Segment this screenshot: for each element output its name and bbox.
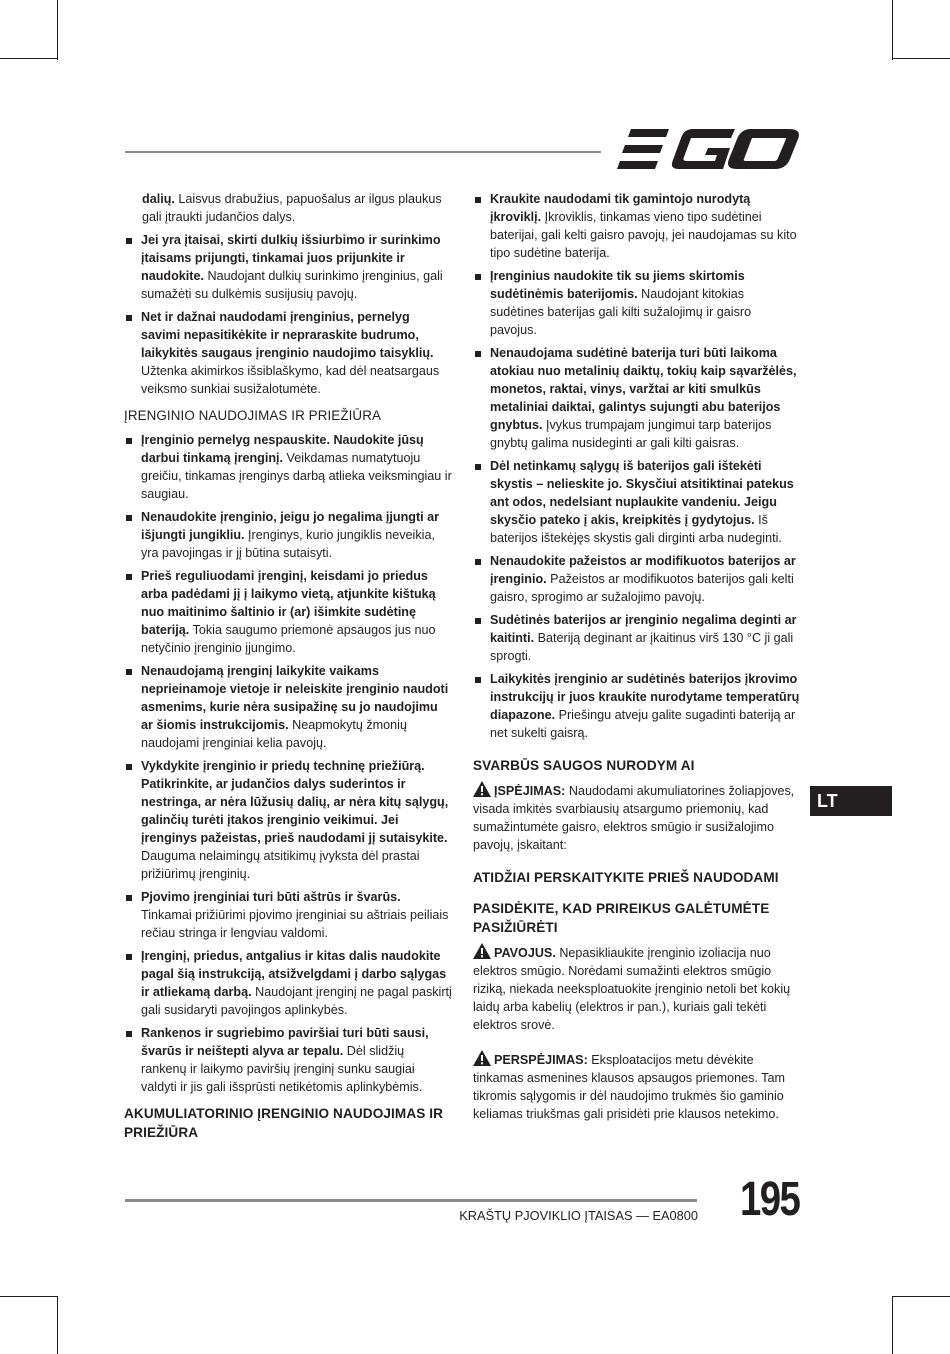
crop-mark [892, 1296, 893, 1354]
section-heading: ATIDŽIAI PERSKAITYKITE PRIEŠ NAUDODAMI [473, 870, 779, 885]
section-heading: PASIDĖKITE, KAD PRIREIKUS GALĖTUMĖTE PASIŽIŪRĖTI [473, 901, 770, 935]
warning-triangle-icon [473, 1050, 491, 1066]
intro-paragraph: dalių. Laisvus drabužius, papuošalus ar ilgus plaukus gali įtraukti judančios dalys. [142, 192, 442, 224]
right-column [473, 190, 801, 1128]
list-item: Įrenginio pernelyg nespauskite. Naudokite jūsų darbui tinkamą įrenginį. Veikdamas numatytuoju greičiu, tinkamas įrenginys darbą atlieka veiksmingiau ir saugiau. [124, 431, 452, 503]
warning-triangle-icon [473, 943, 491, 959]
list-item: Įrenginį, priedus, antgalius ir kitas dalis naudokite pagal šią instrukciją, atsižvelgdami į darbo sąlygas ir atliekamą darbą. Naudojant įrenginį ne pagal paskirtį gali susidaryti pavojingos aplinkybės. [124, 947, 452, 1019]
list-item: Rankenos ir sugriebimo paviršiai turi būti sausi, švarūs ir neištepti alyva ar tepalu. Dėl slidžių rankenų ir laikymo paviršių įrenginį sunku saugiai valdyti ir jis gali išsprūsti netikėtomis aplinkybėmis. [124, 1024, 452, 1096]
crop-mark [892, 1296, 950, 1297]
footer-title: KRAŠTŲ PJOVIKLIO ĮTAISAS — EA0800 [459, 1208, 698, 1223]
crop-mark [57, 0, 58, 60]
footer-rule [125, 1199, 697, 1202]
crop-mark [892, 0, 893, 60]
warning-paragraph: ĮSPĖJIMAS: Naudodami akumuliatorines žoliapjoves, visada imkitės svarbiausių atsargumo priemonių, kad sumažintumėte gaisro, elektros smūgio ir susižalojimo pavojų, įskaitant: [473, 781, 801, 854]
danger-paragraph: PAVOJUS. Nepasikliaukite įrenginio izoliacija nuo elektros smūgio. Norėdami sumažinti elektros smūgio riziką, niekada neeksploatuokite įrenginio netoli bet kokių laidų arba kabelių (elektros ir pan.), kuriais gali tekėti elektros srovė. [473, 943, 801, 1034]
list-item: Nenaudokite pažeistos ar modifikuotos baterijos ar įrenginio. Pažeistos ar modifikuotos baterijos gali kelti gaisro, sprogimo ar sužalojimo pavojų. [473, 552, 801, 606]
section-heading: SVARBŪS SAUGOS NURODYM AI [473, 758, 695, 773]
crop-mark [892, 58, 950, 59]
list-item: Kraukite naudodami tik gamintojo nurodytą įkroviklį. Įkroviklis, tinkamas vieno tipo sudėtinei baterijai, gali kelti gaisro pavojų, jei naudojamas su kito tipo sudėtine baterija. [473, 190, 801, 262]
list-item: Dėl netinkamų sąlygų iš baterijos gali ištekėti skystis – nelieskite jo. Skysčiui atsitiktinai patekus ant odos, nedelsiant nuplaukite vandeniu. Jeigu skysčio pateko į akis, kreipkitės į gydytojus. Iš baterijos ištekėjęs skystis gali dirginti arba nudeginti. [473, 457, 801, 547]
language-tab: LT [810, 786, 892, 816]
list-item: Prieš reguliuodami įrenginį, keisdami jo priedus arba padėdami jį į laikymo vietą, atjunkite kištuką nuo maitinimo šaltinio ir (ar) išimkite sudėtinę bateriją. Tokia saugumo priemonė apsaugos jus nuo netyčinio įrenginio įjungimo. [124, 567, 452, 657]
left-column [124, 190, 452, 1148]
list-item: Nenaudokite įrenginio, jeigu jo negalima įjungti ar išjungti jungikliu. Įrenginys, kurio jungiklis neveikia, yra pavojingas ir jį būtina sutaisyti. [124, 508, 452, 562]
ego-logo [617, 127, 800, 172]
list-item: Nenaudojamą įrenginį laikykite vaikams neprieinamoje vietoje ir neleiskite įrenginio naudoti asmenims, kurie nėra susipažinę su jo naudojimu ar šiomis instrukcijomis. Neapmokytų žmonių naudojami įrenginiai kelia pavojų. [124, 662, 452, 752]
crop-mark [57, 1296, 58, 1354]
list-item: Sudėtinės baterijos ar įrenginio negalima deginti ar kaitinti. Bateriją deginant ar įkaitinus virš 130 °C ji gali sprogti. [473, 611, 801, 665]
list-item: Pjovimo įrenginiai turi būti aštrūs ir švarūs. Tinkamai prižiūrimi pjovimo įrenginiai su aštriais peiliais rečiau stringa ir lengviau valdomi. [124, 888, 452, 942]
header-rule [125, 151, 601, 153]
crop-mark [0, 1296, 58, 1297]
page-number: 195 [740, 1173, 800, 1226]
list-item: Laikykitės įrenginio ar sudėtinės baterijos įkrovimo instrukcijų ir juos kraukite nurodytame temperatūrų diapazone. Priešingu atveju galite sugadinti bateriją ar net sukelti gaisrą. [473, 670, 801, 742]
section-heading: ĮRENGINIO NAUDOJIMAS IR PRIEŽIŪRA [124, 408, 382, 423]
list-item: Vykdykite įrenginio ir priedų techninę priežiūrą. Patikrinkite, ar judančios dalys suderintos ir nestringa, ar nėra lūžusių dalių, ar nėra kitų sąlygų, galinčių turėti įtakos įrenginio veikimui. Jei įrenginys pažeistas, prieš naudodami jį sutaisykite. Dauguma nelaimingų atsitikimų įvyksta dėl prastai prižiūrimų įrenginių. [124, 757, 452, 883]
list-item: Jei yra įtaisai, skirti dulkių išsiurbimo ir surinkimo įtaisams prijungti, tinkamai juos prijunkite ir naudokite. Naudojant dulkių surinkimo įrenginius, gali sumažėti su dulkėmis susijusių pavojų. [124, 231, 452, 303]
caution-paragraph: PERSPĖJIMAS: Eksploatacijos metu dėvėkite tinkamas asmenines klausos apsaugos priemones. Tam tikromis sąlygomis ir dėl naudojimo trukmės šio gaminio keliamas triukšmas gali prisidėti prie klausos netekimo. [473, 1050, 801, 1123]
list-item: Net ir dažnai naudodami įrenginius, pernelyg savimi nepasitikėkite ir nepraraskite budrumo, laikykitės saugaus įrenginio naudojimo taisyklių. Užtenka akimirkos išsiblaškymo, kad dėl neatsargaus veiksmo sunkiai susižalotumėte. [124, 308, 452, 398]
warning-triangle-icon [473, 781, 491, 797]
crop-mark [0, 58, 58, 59]
list-item: Įrenginius naudokite tik su jiems skirtomis sudėtinėmis baterijomis. Naudojant kitokias sudėtines baterijas gali kilti sužalojimų ir gaisro pavojus. [473, 267, 801, 339]
list-item: Nenaudojama sudėtinė baterija turi būti laikoma atokiau nuo metalinių daiktų, tokių kaip sąvaržėlės, monetos, raktai, vinys, varžtai ar kiti smulkūs metaliniai daiktai, galintys sujungti abu baterijos gnybtus. Įvykus trumpajam jungimui tarp baterijos gnybtų galima nusideginti ar gali kilti gaisras. [473, 344, 801, 452]
section-heading: AKUMULIATORINIO ĮRENGINIO NAUDOJIMAS IR PRIEŽIŪRA [124, 1106, 444, 1140]
